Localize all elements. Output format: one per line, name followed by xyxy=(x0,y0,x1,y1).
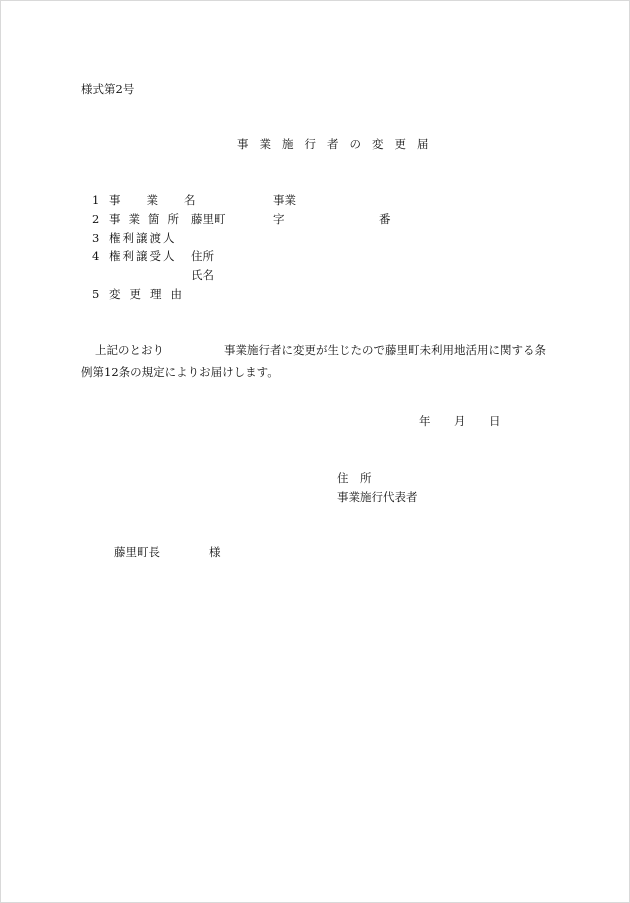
item-number: 4 xyxy=(92,249,100,263)
item-label: 権利譲受人 xyxy=(109,249,177,263)
item-value-address: 住所 xyxy=(191,249,214,263)
applicant-address-label: 住 所 xyxy=(337,471,372,485)
date-year: 年 xyxy=(419,414,431,428)
applicant-representative-label: 事業施行代表者 xyxy=(337,490,418,504)
item-value-town: 藤里町 xyxy=(191,212,226,226)
addressee-name: 藤里町長 xyxy=(114,545,160,559)
body-paragraph xyxy=(81,339,551,383)
item-number: 3 xyxy=(92,231,100,245)
item-label: 変更理由 xyxy=(109,287,191,301)
item-label: 権利譲渡人 xyxy=(109,231,177,245)
body-line1-rest: 事業施行者に変更が生じたので藤里町未利用地活用に関する条 xyxy=(224,343,546,357)
item-value-aza: 字 xyxy=(273,212,285,226)
item-value-name: 氏名 xyxy=(191,268,214,282)
item-number: 1 xyxy=(92,193,100,207)
item-number: 5 xyxy=(92,287,100,301)
item-label: 事業箇所 xyxy=(109,212,187,226)
addressee-honorific: 様 xyxy=(209,545,221,559)
date-month: 月 xyxy=(454,414,466,428)
body-line2: 例第12条の規定によりお届けします。 xyxy=(81,365,279,379)
form-number: 様式第2号 xyxy=(81,82,135,96)
body-line1-start: 上記のとおり xyxy=(95,343,164,357)
item-value: 事業 xyxy=(273,193,296,207)
item-value-ban: 番 xyxy=(379,212,391,226)
item-number: 2 xyxy=(92,212,100,226)
document-title: 事業施行者の変更届 xyxy=(237,137,440,151)
item-label: 事業名 xyxy=(109,193,222,207)
date-day: 日 xyxy=(489,414,501,428)
